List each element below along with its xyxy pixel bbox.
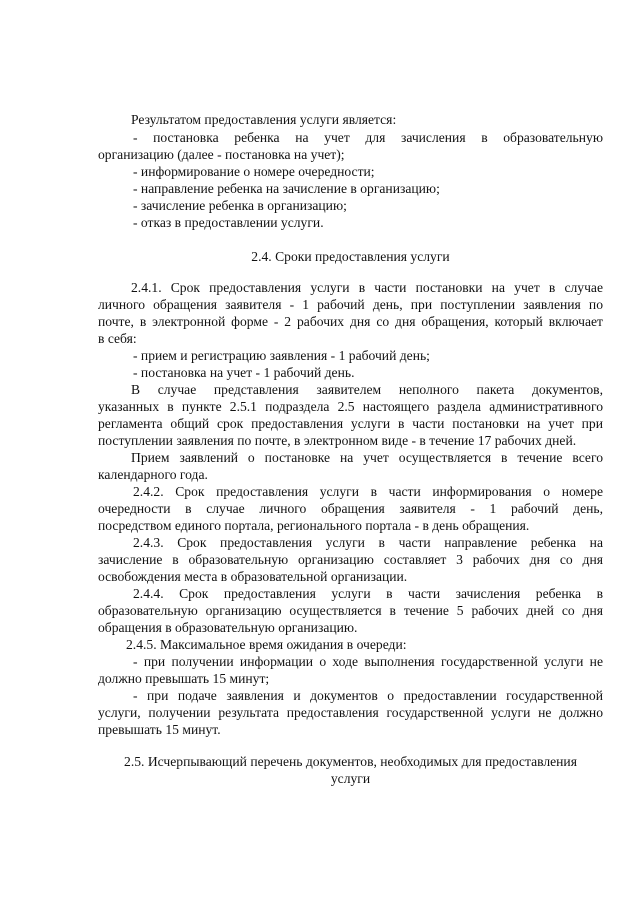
- paragraph-line: почте, в электронной форме - 2 рабочих дня со дня обращения, который включает: [98, 314, 603, 329]
- paragraph-line: посредством единого портала, регионального портала - в день обращения.: [98, 518, 530, 533]
- paragraph-line: превышать 15 минут.: [98, 722, 221, 737]
- paragraph-line: указанных в пункте 2.5.1 подраздела 2.5 настоящего раздела административного: [98, 399, 603, 414]
- paragraph-line: - при подаче заявления и документов о предоставлении государственной: [133, 688, 603, 703]
- paragraph-line: Прием заявлений о постановке на учет осуществляется в течение всего: [131, 450, 603, 465]
- result-item: - постановка ребенка на учет для зачисления в образовательную: [133, 130, 603, 145]
- paragraph-line: зачисление в образовательную организацию составляет 3 рабочих дня со дня: [98, 552, 603, 567]
- paragraph-line: должно превышать 15 минут;: [98, 671, 270, 686]
- paragraph-line: регламента общий срок предоставления услуги в части постановки на учет при: [98, 416, 603, 431]
- paragraph-line: образовательную организацию осуществляется в течение 5 рабочих дней со дня: [98, 603, 603, 618]
- paragraph-line: 2.4.5. Максимальное время ожидания в очереди:: [126, 637, 407, 652]
- section-heading-2-5-cont: услуги: [330, 771, 371, 786]
- section-heading-2-4: 2.4. Сроки предоставления услуги: [251, 249, 450, 264]
- paragraph-line: личного обращения заявителя - 1 рабочий день, при поступлении заявления по: [98, 297, 603, 312]
- list-item: - прием и регистрацию заявления - 1 рабочий день;: [133, 348, 430, 363]
- paragraph-line: освобождения места в образовательной организации.: [98, 569, 408, 584]
- result-item: - направление ребенка на зачисление в организацию;: [133, 181, 440, 196]
- paragraph-line: поступлении заявления по почте, в электронном виде - в течение 17 рабочих дней.: [98, 433, 577, 448]
- section-heading-2-5: 2.5. Исчерпывающий перечень документов, необходимых для предоставления: [124, 754, 577, 769]
- paragraph-line: услуги, получении результата предоставления государственной услуги не должно: [98, 705, 603, 720]
- paragraph-line: календарного года.: [98, 467, 208, 482]
- paragraph-line: 2.4.1. Срок предоставления услуги в части постановки на учет в случае: [131, 280, 603, 295]
- result-intro: Результатом предоставления услуги является:: [131, 112, 397, 127]
- paragraph-line: обращения в образовательную организацию.: [98, 620, 358, 635]
- paragraph-line: 2.4.2. Срок предоставления услуги в части информирования о номере: [133, 484, 603, 499]
- paragraph-line: - при получении информации о ходе выполнения государственной услуги не: [133, 654, 603, 669]
- list-item: - постановка на учет - 1 рабочий день.: [133, 365, 355, 380]
- paragraph-line: очередности в случае личного обращения заявителя - 1 рабочий день,: [98, 501, 603, 516]
- result-item-cont: организацию (далее - постановка на учет);: [98, 147, 345, 162]
- paragraph-line: 2.4.3. Срок предоставления услуги в части направление ребенка на: [133, 535, 603, 550]
- paragraph-line: В случае представления заявителем неполного пакета документов,: [131, 382, 603, 397]
- result-item: - отказ в предоставлении услуги.: [133, 215, 324, 230]
- paragraph-line: 2.4.4. Срок предоставления услуги в части зачисления ребенка в: [133, 586, 603, 601]
- result-item: - информирование о номере очередности;: [133, 164, 375, 179]
- paragraph-line: в себя:: [98, 331, 137, 346]
- result-item: - зачисление ребенка в организацию;: [133, 198, 347, 213]
